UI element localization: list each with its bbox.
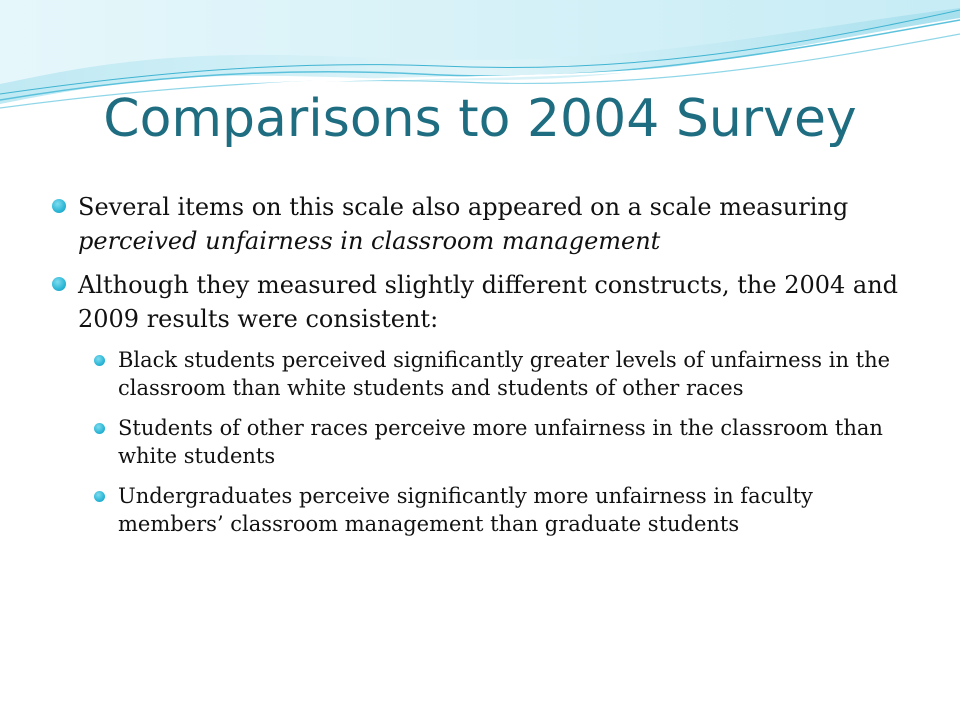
- sub-bullet-icon: [94, 355, 105, 366]
- sub-bullet-2-text: Students of other races perceive more unfairness in the classroom than white students: [118, 416, 883, 468]
- bullet-item-2: [48, 268, 918, 336]
- sub-bullet-icon: [94, 423, 105, 434]
- bullet-icon: [52, 199, 66, 213]
- bullet-icon: [52, 277, 66, 291]
- bullet-1-italic-text: perceived unfairness in classroom management: [78, 227, 661, 255]
- sub-bullet-3-text: Undergraduates perceive significantly more unfairness in faculty members’ classroom management than graduate students: [118, 484, 813, 536]
- sub-bullet-item-3: [48, 482, 918, 538]
- bullet-item-1: [48, 190, 918, 258]
- sub-bullet-icon: [94, 491, 105, 502]
- slide-title: Comparisons to 2004 Survey: [103, 89, 857, 149]
- bullet-2-text: Although they measured slightly different constructs, the 2004 and 2009 results were consistent:: [78, 271, 899, 333]
- slide-content: [48, 190, 918, 550]
- sub-bullet-item-2: [48, 414, 918, 470]
- sub-bullet-1-text: Black students perceived significantly greater levels of unfairness in the classroom than white students and students of other races: [118, 348, 891, 400]
- bullet-1-text: Several items on this scale also appeared on a scale measuring: [78, 193, 849, 221]
- sub-bullet-item-1: [48, 346, 918, 402]
